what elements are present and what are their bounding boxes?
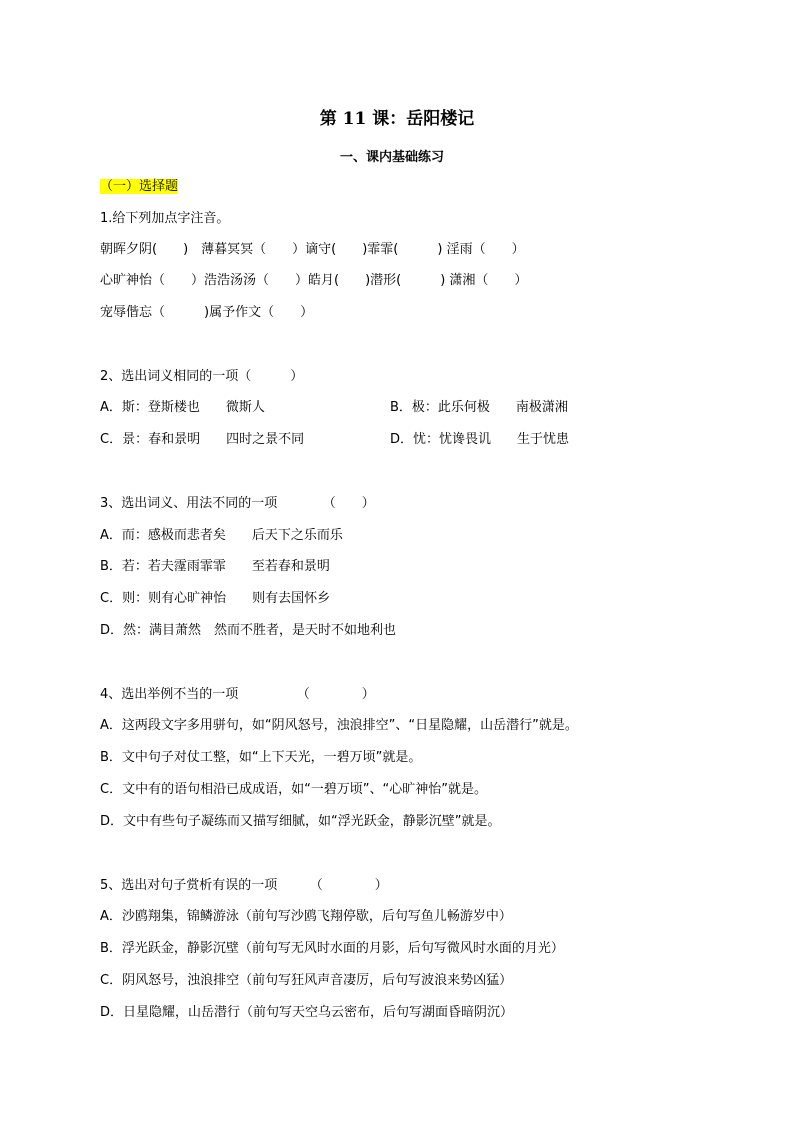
- q5-option-c: C．阴风怒号，浊浪排空（前句写狂风声音凄厉，后句写波浪来势凶猛）: [100, 973, 513, 988]
- q5-option-a: A．沙鸥翔集，锦鳞游泳（前句写沙鸥飞翔停歇，后句写鱼儿畅游岁中）: [100, 909, 512, 924]
- q4-option-d: D．文中有些句子凝练而又描写细腻，如“浮光跃金，静影沉壁”就是。: [100, 814, 501, 829]
- q4-option-b: B．文中句子对仗工整，如“上下天光，一碧万顷”就是。: [100, 750, 422, 765]
- q3-option-c: C．则：则有心旷神怡 则有去国怀乡: [100, 591, 331, 606]
- q4-option-a: A．这两段文字多用骈句，如“阴风怒号，浊浪排空”、“日星隐耀，山岳潜行”就是。: [100, 718, 578, 733]
- q3-option-d: D．然：满目萧然 然而不胜者，是天时不如地利也: [100, 623, 397, 638]
- q2-option-d: D．忧：忧谗畏讥 生于忧患: [390, 432, 570, 447]
- q4-stem: 4、选出举例不当的一项 （ ）: [100, 687, 375, 702]
- q2-option-c: C．景：春和景明 四时之景不同: [100, 432, 305, 447]
- question-type-heading: [100, 178, 178, 196]
- section-heading: 一、课内基础练习: [340, 150, 445, 165]
- q3-option-a: A．而：感极而悲者矣 后天下之乐而乐: [100, 528, 343, 543]
- q5-option-b: B．浮光跃金，静影沉壁（前句写无风时水面的月影，后句写微风时水面的月光）: [100, 941, 564, 956]
- q5-stem: 5、选出对句子赏析有误的一项 （ ）: [100, 878, 388, 893]
- q1-row-1: 朝晖夕阴( ) 薄暮冥冥（ ）谪守( )霏霏( ) 淫雨（ ）: [100, 242, 525, 257]
- q1-row-3: 宠辱偕忘（ )属予作文（ ）: [100, 305, 314, 320]
- q2-option-b: B．极：此乐何极 南极潇湘: [390, 400, 568, 415]
- q2-option-a: A．斯：登斯楼也 微斯人: [100, 400, 265, 415]
- q3-option-b: B．若：若夫霪雨霏霏 至若春和景明: [100, 559, 330, 574]
- highlighted-section-label: （一）选择题: [100, 179, 179, 194]
- q4-option-c: C．文中有的语句相沿已成成语，如“一碧万顷”、“心旷神怡”就是。: [100, 782, 488, 797]
- q2-stem: 2、选出词义相同的一项（ ）: [100, 369, 304, 384]
- q5-option-d: D．日星隐耀，山岳潜行（前句写天空乌云密布，后句写湖面昏暗阴沉）: [100, 1005, 514, 1020]
- q3-stem: 3、选出词义、用法不同的一项 （ ）: [100, 496, 375, 511]
- q1-stem: 1.给下列加点字注音。: [100, 211, 230, 226]
- q1-row-2: 心旷神怡（ ）浩浩汤汤（ ）皓月( )潜形( ) 潇湘（ ）: [100, 273, 528, 288]
- lesson-title: 第 11 课：岳阳楼记: [319, 109, 475, 129]
